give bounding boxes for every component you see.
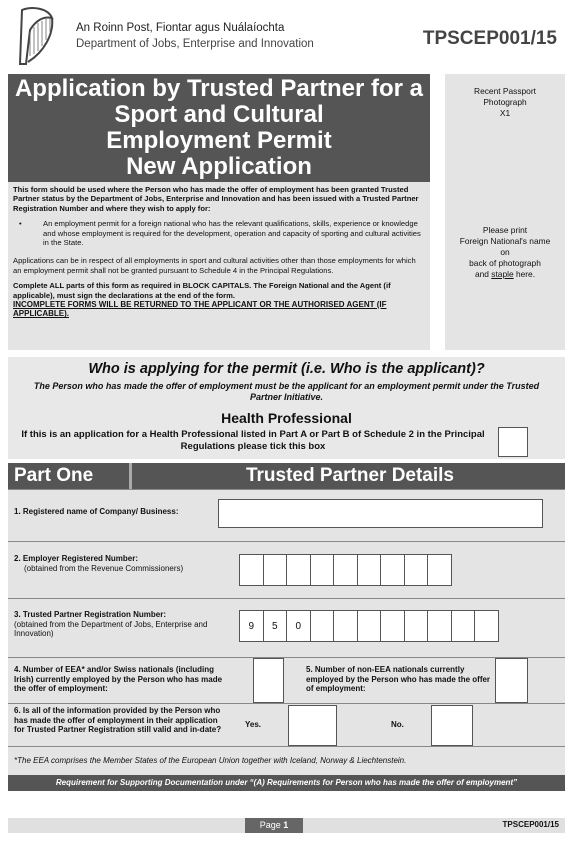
title-line-1: Application by Trusted Partner for a (14, 75, 424, 102)
health-professional-title: Health Professional (221, 410, 352, 426)
digit-box[interactable]: 9 (239, 610, 264, 642)
title-line-4: New Application (126, 153, 312, 180)
intro-paragraph-3: Complete ALL parts of this form as required in BLOCK CAPITALS. The Foreign National and the Agent (if applicable), must sign the declarations at the end of the form. (13, 281, 391, 300)
eea-note-row (8, 746, 565, 775)
question-3-row (8, 598, 565, 657)
digit-box[interactable] (474, 610, 499, 642)
page-footer (8, 818, 565, 833)
bullet-icon: • (19, 219, 22, 229)
question-3-text: 3. Trusted Partner Registration Number: (14, 610, 167, 619)
footer-form-code: TPSCEP001/15 (502, 820, 559, 829)
non-eea-count-input[interactable] (495, 658, 528, 703)
intro-bullet (19, 219, 425, 247)
photo-label-3: X1 (499, 108, 511, 118)
page-number: 1 (283, 820, 289, 830)
digit-box[interactable] (451, 610, 476, 642)
digit-box[interactable] (404, 610, 429, 642)
applicant-section (8, 357, 565, 459)
intro-paragraph-1: This form should be used where the Person who has made the offer of employment has been granted Trusted Partner status by the Department of Jobs, Enterprise and Innovation and has been issued with a Trusted Partner Registration Number and where they wish to apply for: (13, 185, 419, 213)
department-name-english: Department of Jobs, Enterprise and Innovation (76, 38, 314, 50)
digit-box[interactable] (310, 554, 335, 586)
title-line-2: Sport and Cultural (114, 101, 324, 128)
applicant-note: The Person who has made the offer of employment must be the applicant for an employment permit under the Trusted Partner Initiative. (33, 381, 540, 402)
company-name-input[interactable] (218, 499, 543, 528)
title-line-3: Employment Permit (106, 127, 332, 154)
photo-label-2: Photograph (483, 97, 527, 107)
question-2-text: 2. Employer Registered Number: (14, 554, 139, 563)
applicant-question: Who is applying for the permit (i.e. Who is the applicant)? (88, 361, 485, 377)
photo-print-staple: staple (491, 269, 514, 279)
question-4-text: 4. Number of EEA* and/or Swiss nationals (including Irish) currently employed by the Person who has made the offer of employment: (14, 665, 223, 694)
part-title: Trusted Partner Details (245, 465, 455, 486)
intro-text (8, 182, 430, 350)
question-4-label (14, 665, 234, 694)
digit-box[interactable] (239, 554, 264, 586)
digit-box[interactable]: 5 (263, 610, 288, 642)
yes-checkbox[interactable] (288, 705, 337, 746)
photo-print-5-post: here. (513, 269, 536, 279)
question-1-text: 1. Registered name of Company/ Business: (14, 507, 179, 516)
question-3-label (14, 610, 229, 639)
part-label: Part One (8, 463, 132, 489)
no-checkbox[interactable] (431, 705, 473, 746)
digit-box[interactable] (286, 554, 311, 586)
digit-box[interactable] (404, 554, 429, 586)
digit-box[interactable] (357, 610, 382, 642)
question-2-label (14, 554, 183, 573)
photo-label-1: Recent Passport (474, 86, 536, 96)
eea-count-input[interactable] (253, 658, 284, 703)
digit-box[interactable] (310, 610, 335, 642)
eea-footnote: *The EEA comprises the Member States of the European Union together with Iceland, Norway & Liechtenstein. (14, 756, 407, 765)
digit-box[interactable] (380, 554, 405, 586)
question-2-sub: (obtained from the Revenue Commissioners) (24, 563, 184, 573)
photo-print-4: back of photograph (469, 258, 541, 268)
requirement-banner: Requirement for Supporting Documentation under “(A) Requirements for Person who has made the offer of employment” (8, 775, 565, 791)
form-code: TPSCEP001/15 (422, 28, 557, 49)
question-6-row (8, 703, 565, 746)
part-one-header (8, 463, 565, 489)
digit-box[interactable] (427, 554, 452, 586)
yes-label: Yes. (245, 720, 262, 729)
intro-paragraph-2: Applications can be in respect of all employments in sport and cultural activities other than those employments for which an employment permit shall not be granted pursuant to Schedule 4 in the Principal Regulations. (13, 256, 416, 275)
question-4-5-row (8, 657, 565, 703)
digit-box[interactable] (333, 554, 358, 586)
page-label: Page (259, 820, 281, 830)
digit-box[interactable] (357, 554, 382, 586)
question-2-row (8, 541, 565, 598)
photo-print-5 (445, 269, 565, 280)
intro-bullet-text: An employment permit for a foreign national who has the relevant qualifications, skills, experience or knowledge and whose employment is required for the development, operation and capacity of sporting and cultural activities in the State. (43, 219, 421, 248)
question-1-label (14, 507, 179, 517)
passport-photo-box[interactable] (445, 74, 565, 350)
question-6-label (14, 706, 229, 735)
page-indicator (245, 818, 303, 833)
harp-emblem-icon (14, 4, 58, 68)
question-6-text: 6. Is all of the information provided by the Person who has made the offer of employment in their application for Trusted Partner Registration still valid and in-date? (14, 706, 222, 735)
health-professional-text: If this is an application for a Health Professional listed in Part A or Part B of Schedule 2 in the Principal Regulations please tick this box (21, 429, 485, 452)
incomplete-warning: INCOMPLETE FORMS WILL BE RETURNED TO THE APPLICANT OR THE AUTHORISED AGENT (IF APPLICABLE). (13, 300, 387, 319)
question-3-sub: (obtained from the Department of Jobs, Enterprise and Innovation) (14, 619, 208, 639)
department-name-irish: An Roinn Post, Fiontar agus Nuálaíochta (76, 22, 285, 34)
form-title (8, 74, 430, 182)
photo-print-2: Foreign National's name (459, 236, 551, 246)
no-label: No. (391, 720, 404, 729)
digit-box[interactable] (380, 610, 405, 642)
photo-print-1: Please print (482, 225, 528, 235)
digit-box[interactable]: 0 (286, 610, 311, 642)
health-professional-checkbox[interactable] (498, 427, 528, 457)
question-1-row (8, 489, 565, 541)
photo-print-3: on (500, 247, 510, 257)
photo-print-5-pre: and (474, 269, 492, 279)
digit-box[interactable] (263, 554, 288, 586)
digit-box[interactable] (333, 610, 358, 642)
trusted-partner-number-boxes (239, 610, 498, 642)
question-5-label (306, 665, 491, 694)
digit-box[interactable] (427, 610, 452, 642)
employer-number-boxes (239, 554, 451, 586)
question-5-text: 5. Number of non-EEA nationals currently employed by the Person who has made the offer of employment: (306, 665, 491, 694)
